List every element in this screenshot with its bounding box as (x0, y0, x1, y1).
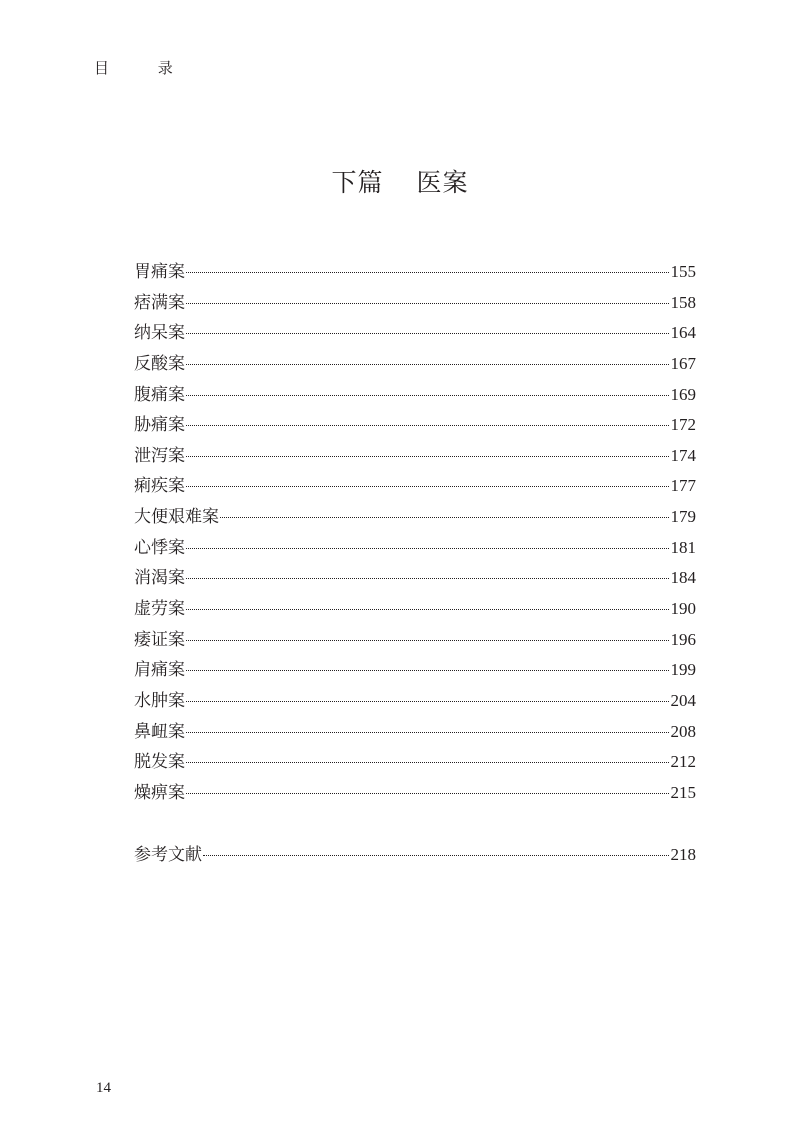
dot-leader (186, 732, 669, 733)
dot-leader (186, 486, 669, 487)
toc-entry-title: 胁痛案 (134, 415, 185, 436)
toc-entry-hypochondriac-pain[interactable] (134, 410, 696, 441)
dot-leader (203, 855, 669, 856)
toc-entry-diarrhea[interactable] (134, 441, 696, 472)
toc-entry-page: 181 (670, 537, 696, 557)
toc-entry-title: 肩痛案 (134, 660, 185, 681)
toc-entry-page: 218 (670, 845, 696, 864)
toc-entry-page: 184 (670, 568, 696, 588)
dot-leader (186, 670, 669, 671)
toc-entry-shoulder-pain[interactable] (134, 655, 696, 686)
toc-entry-flaccidity[interactable] (134, 625, 696, 656)
toc-entry-page: 167 (670, 353, 696, 373)
toc-entry-page: 169 (670, 384, 696, 404)
dot-leader (186, 640, 669, 641)
toc-entry-page: 190 (670, 599, 696, 619)
dot-leader (186, 272, 669, 273)
toc-entry-title: 纳呆案 (134, 323, 185, 344)
toc-entry-abdominal-pain[interactable] (134, 380, 696, 411)
dot-leader (220, 517, 669, 518)
dot-leader (186, 609, 669, 610)
toc-entry-title: 痢疾案 (134, 476, 185, 497)
toc-entry-page: 199 (670, 660, 696, 680)
toc-entry-title: 虚劳案 (134, 599, 185, 620)
toc-entry-page: 158 (670, 292, 696, 312)
dot-leader (186, 364, 669, 365)
toc-entry-title: 泄泻案 (134, 445, 185, 466)
toc-entry-title: 腹痛案 (134, 384, 185, 405)
running-header: 目 录 (94, 59, 195, 77)
dot-leader (186, 762, 669, 763)
toc-entry-title: 反酸案 (134, 353, 185, 374)
toc-entry-page: 177 (670, 476, 696, 496)
toc-entry-title: 痿证案 (134, 629, 185, 650)
toc-entry-dryness-bi[interactable] (134, 778, 696, 809)
section-title: 下篇 医案 (331, 168, 469, 197)
toc-entry-title: 参考文献 (134, 845, 202, 865)
toc-entry-consumptive-disease[interactable] (134, 594, 696, 625)
toc-entry-title: 胃痛案 (134, 262, 185, 282)
toc-entry-acid-reflux[interactable] (134, 349, 696, 380)
toc-entry-title: 燥痹案 (134, 782, 185, 803)
toc-entry-page: 208 (670, 721, 696, 741)
toc-entry-page: 204 (670, 690, 696, 710)
toc-entry-page: 179 (670, 507, 696, 527)
dot-leader (186, 701, 669, 702)
dot-leader (186, 425, 669, 426)
toc-entry-references[interactable] (134, 840, 696, 871)
toc-entry-page: 172 (670, 415, 696, 435)
toc-entry-title: 鼻衄案 (134, 721, 185, 742)
toc-entry-diabetes[interactable] (134, 563, 696, 594)
dot-leader (186, 303, 669, 304)
dot-leader (186, 395, 669, 396)
toc-entry-title: 心悸案 (134, 537, 185, 558)
toc-entry-page: 164 (670, 323, 696, 343)
toc-entry-title: 消渴案 (134, 568, 185, 589)
toc-entry-edema[interactable] (134, 686, 696, 717)
toc-entry-stomach-pain[interactable] (134, 257, 696, 288)
toc-entry-dysentery[interactable] (134, 471, 696, 502)
toc-entry-page: 196 (670, 629, 696, 649)
dot-leader (186, 548, 669, 549)
dot-leader (186, 456, 669, 457)
dot-leader (186, 333, 669, 334)
toc-entry-palpitations[interactable] (134, 533, 696, 564)
toc-entry-title: 痞满案 (134, 292, 185, 313)
toc-entry-poor-appetite[interactable] (134, 318, 696, 349)
toc-entry-title: 脱发案 (134, 752, 185, 773)
page-number: 14 (96, 1080, 111, 1096)
dot-leader (186, 578, 669, 579)
references-section (134, 840, 696, 871)
toc-entry-hair-loss[interactable] (134, 747, 696, 778)
toc-entry-title: 水肿案 (134, 690, 185, 711)
toc-entry-nosebleed[interactable] (134, 717, 696, 748)
toc-entry-page: 155 (670, 262, 696, 281)
toc-entry-page: 212 (670, 752, 696, 772)
table-of-contents (134, 257, 696, 809)
toc-entry-constipation[interactable] (134, 502, 696, 533)
dot-leader (186, 793, 669, 794)
toc-entry-page: 174 (670, 445, 696, 465)
toc-entry-title: 大便艰难案 (134, 507, 219, 528)
toc-entry-page: 215 (670, 782, 696, 802)
toc-entry-fullness[interactable] (134, 288, 696, 319)
